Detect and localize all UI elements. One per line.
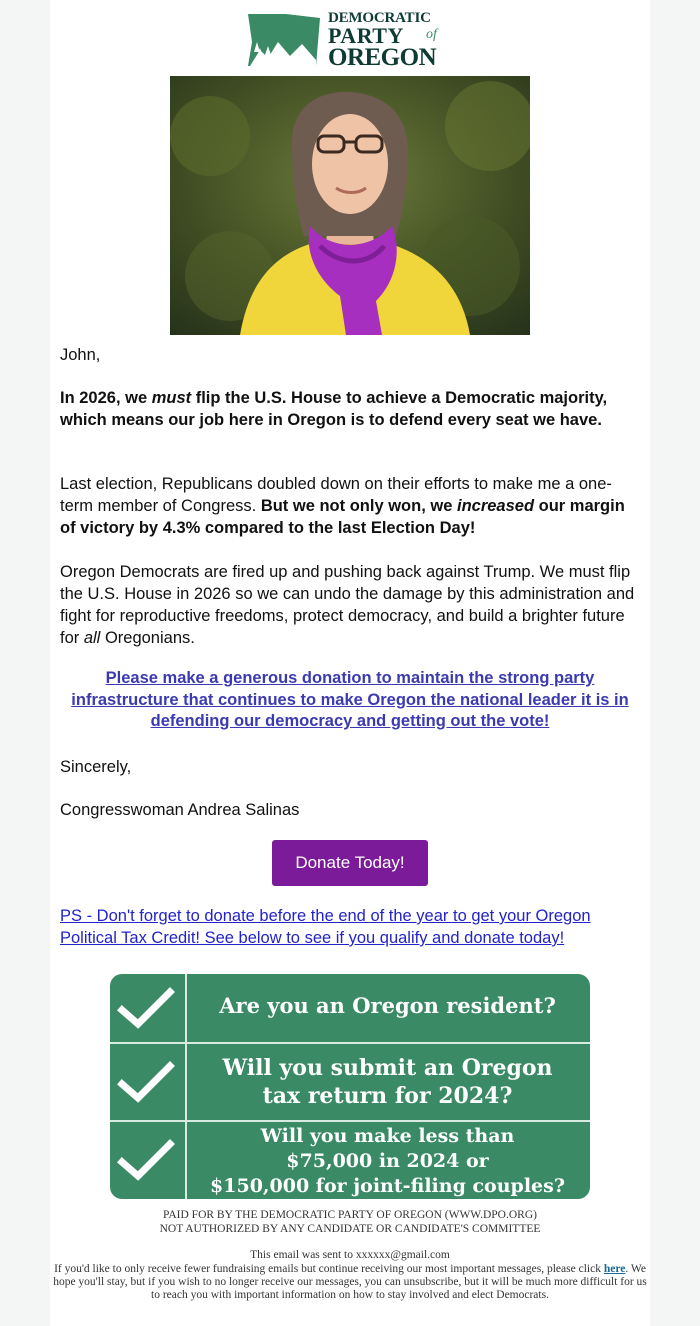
question-income-l3: $150,000 for joint-filing couples? [210, 1175, 565, 1197]
p2-bold-emphasis: increased [456, 497, 535, 515]
tax-credit-checklist[interactable] [110, 974, 590, 1199]
checklist-row-resident [110, 974, 590, 1041]
p1-text-b: flip the U.S. House to achieve a Democratic majority, which means our job here in Oregon is to defend every seat we have. [60, 389, 608, 429]
portrait-photo [170, 76, 530, 335]
checkmark-icon [116, 1138, 176, 1184]
ps-link[interactable]: PS - Don't forget to donate before the end of the year to get your Oregon Political Tax Credit! See below to see if you qualify and donate today! [60, 907, 591, 947]
signature: Congresswoman Andrea Salinas [60, 801, 300, 819]
unsub-text-a: If you'd like to only receive fewer fundraising emails but continue receiving our most important messages, please click [54, 1263, 604, 1275]
p2-bold-a: But we not only won, we [260, 497, 457, 515]
p2-text-a: Last election, Republicans doubled down on their efforts to make me a one-term member of Congress. [60, 475, 612, 515]
not-authorized-line: NOT AUTHORIZED BY ANY CANDIDATE OR CANDIDATE'S COMMITTEE [159, 1223, 541, 1235]
paid-for-line: PAID FOR BY THE DEMOCRATIC PARTY OF OREGON (WWW.DPO.ORG) [163, 1209, 537, 1221]
question-income [190, 1124, 585, 1199]
sign-off: Sincerely, [60, 758, 132, 776]
logo-line2: PARTY [328, 23, 404, 48]
oregon-state-icon [246, 12, 322, 68]
checklist-row-income [110, 1120, 590, 1199]
p3-text-b: Oregonians. [100, 629, 195, 647]
paragraph-1 [60, 387, 640, 431]
email-body [50, 0, 650, 1326]
unsubscribe-notice [50, 1263, 650, 1302]
donation-cta-link[interactable]: Please make a generous donation to maintain the strong party infrastructure that continues to make Oregon the national leader it is in defending our democracy and getting out the vote! [71, 669, 629, 730]
p1-text-a: In 2026, we [60, 389, 152, 407]
paragraph-2 [60, 473, 640, 539]
question-income-l2: $75,000 in 2024 or [286, 1150, 489, 1172]
donate-button[interactable]: Donate Today! [272, 840, 428, 886]
p2-bold-b: our margin of victory by 4.3% compared to the last Election Day! [60, 497, 625, 537]
question-resident: Are you an Oregon resident? [219, 993, 556, 1018]
logo-line3: OREGON [328, 44, 437, 71]
p1-emphasis: must [151, 389, 192, 407]
sent-to-line: This email was sent to xxxxxx@gmail.com [250, 1249, 450, 1261]
paragraph-3 [60, 561, 640, 649]
greeting: John, [60, 346, 101, 364]
logo-of: of [426, 27, 437, 42]
question-income-l1: Will you make less than [260, 1125, 515, 1147]
p3-emphasis: all [83, 629, 101, 647]
dpo-logo[interactable] [246, 10, 450, 70]
footer-disclaimer [50, 1208, 650, 1236]
question-tax-return-l2: tax return for 2024? [262, 1083, 513, 1109]
question-tax-return-l1: Will you submit an Oregon [222, 1055, 553, 1081]
logo-line1: DEMOCRATIC [328, 10, 431, 26]
question-tax-return [190, 1054, 585, 1110]
checkmark-icon [116, 1060, 176, 1106]
fewer-emails-link[interactable]: here [603, 1263, 626, 1275]
unsub-text-b: . We hope you'll stay, but if you wish to no longer receive our messages, you can unsubscribe, but it will be much more difficult for us to reach you with important information on how to stay involved and elect Democrats. [53, 1263, 647, 1301]
checkmark-icon [116, 986, 176, 1032]
checklist-row-tax-return [110, 1042, 590, 1121]
p3-text-a: Oregon Democrats are fired up and pushing back against Trump. We must flip the U.S. House in 2026 so we can undo the damage by this administration and fight for reproductive freedoms, protect democracy, and build a brighter future for [60, 563, 635, 647]
